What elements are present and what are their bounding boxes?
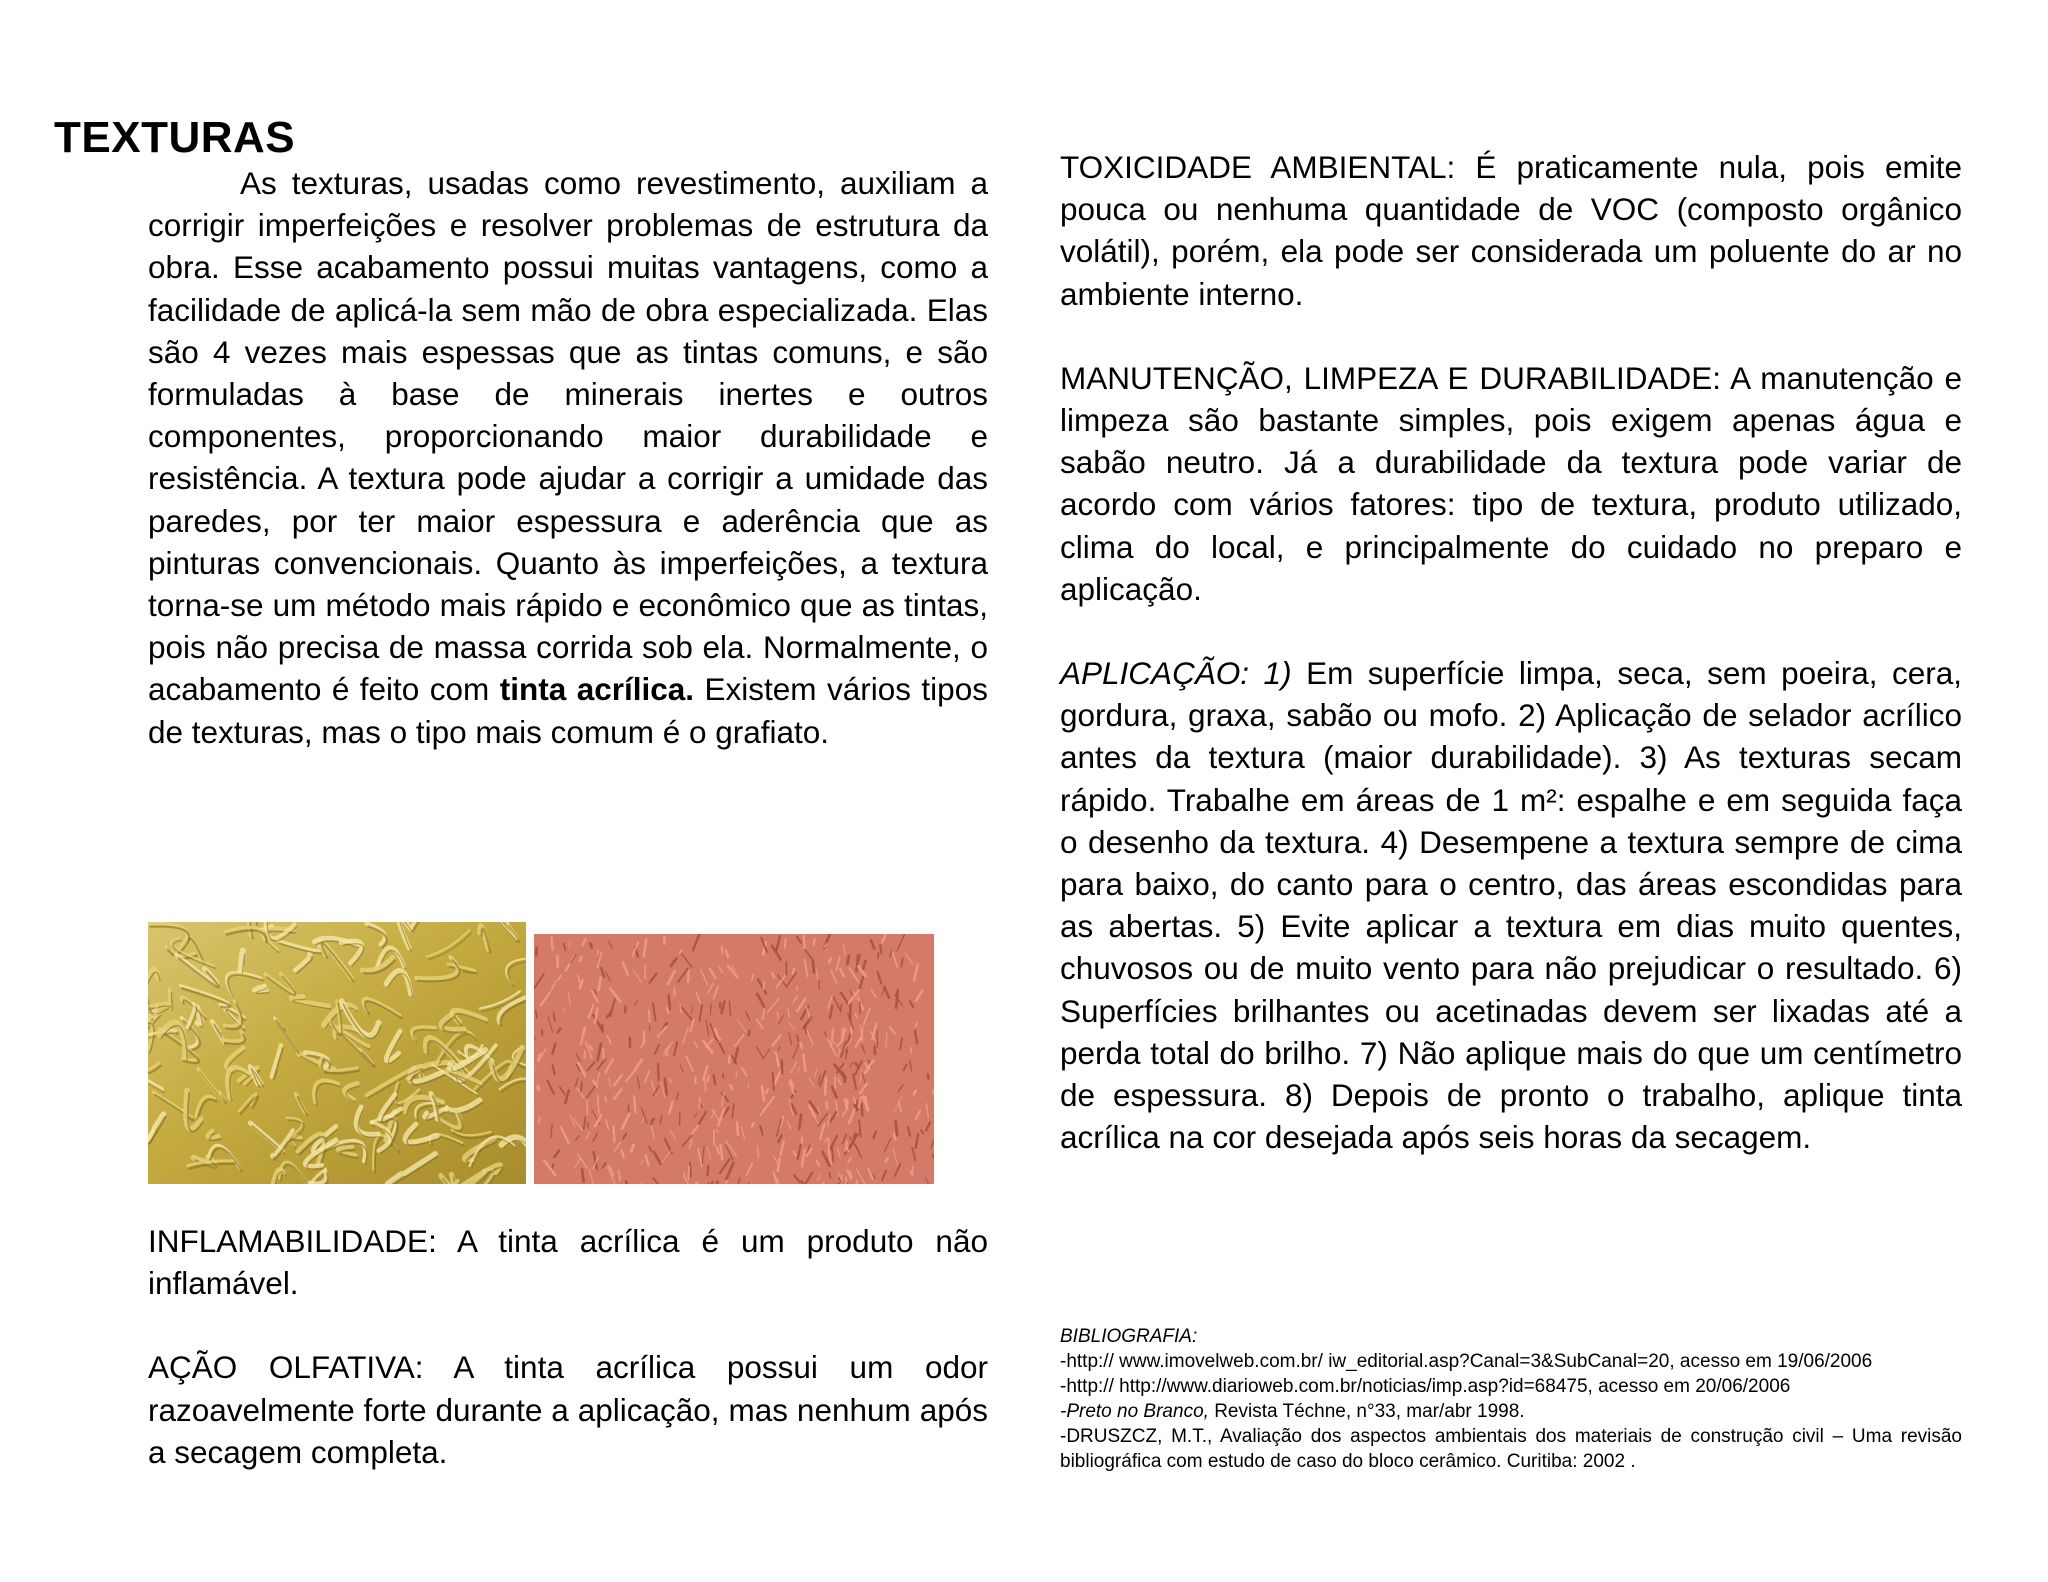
red-texture-stroke [825, 1078, 826, 1094]
bibliography-ref-3-title: -Preto no Branco, [1060, 1401, 1209, 1422]
inflamabilidade-paragraph: INFLAMABILIDADE: A tinta acrílica é um produto não inflamável. [148, 1223, 988, 1302]
red-texture-image [534, 934, 934, 1184]
red-texture-stroke [667, 1008, 668, 1013]
red-texture-stroke [856, 1101, 857, 1111]
red-texture-stroke [710, 1004, 711, 1015]
red-texture-stroke [625, 1007, 626, 1012]
toxicidade-paragraph: TOXICIDADE AMBIENTAL: É praticamente nula, pois emite pouca ou nenhuma quantidade de VOC (composto orgânico volátil), porém, ela pode ser considerada um poluente do ar no ambiente interno. [1060, 149, 1962, 312]
red-texture-stroke [580, 957, 582, 961]
paragraph-gap [1060, 610, 1962, 652]
red-texture-stroke [801, 1043, 802, 1048]
red-texture-stroke [748, 1084, 749, 1088]
intro-text-b: Existem vários tipos de texturas, mas o tipo mais comum é o grafiato. [148, 671, 988, 750]
left-lower-section [148, 1220, 988, 1473]
acao-olfativa-paragraph: AÇÃO OLFATIVA: A tinta acrílica possui um odor razoavelmente forte durante a aplicação, mas nenhum após a secagem completa. [148, 1349, 988, 1470]
red-texture-stroke [856, 955, 857, 972]
red-texture-stroke [793, 968, 794, 973]
red-texture-stroke [763, 982, 764, 989]
red-texture-stroke [847, 956, 848, 964]
red-texture-stroke [846, 1178, 847, 1184]
red-texture-stroke [658, 1064, 659, 1080]
red-texture-stroke [844, 1076, 845, 1082]
red-texture-stroke [557, 956, 558, 966]
red-texture-stroke [804, 936, 805, 949]
red-texture-stroke [896, 1121, 898, 1135]
red-texture-stroke [785, 938, 786, 947]
bibliography-ref-3 [1060, 1399, 1962, 1424]
red-texture-stroke [539, 1118, 540, 1123]
red-texture-stroke [590, 944, 591, 948]
gold-texture-image [148, 922, 526, 1184]
red-texture-stroke [603, 1049, 604, 1060]
red-texture-stroke [805, 1025, 806, 1033]
red-texture-stroke [722, 946, 723, 953]
red-texture-stroke [880, 945, 881, 954]
bibliography-ref-1: -http:// www.imovelweb.com.br/ iw_editorial.asp?Canal=3&SubCanal=20, acesso em 19/06/2006 [1060, 1351, 1873, 1372]
red-texture-stroke [914, 1091, 916, 1095]
red-texture-stroke [680, 1005, 681, 1012]
red-texture-stroke [829, 958, 831, 962]
red-texture-stroke [847, 1147, 849, 1151]
red-texture-stroke [737, 1123, 738, 1135]
red-texture-stroke [605, 1096, 606, 1101]
red-texture-stroke [841, 1005, 842, 1013]
red-texture-stroke [588, 1123, 589, 1129]
red-texture-stroke [819, 981, 820, 990]
red-texture-stroke [582, 1170, 584, 1182]
red-texture-stroke [878, 953, 879, 959]
intro-bold-term: tinta acrílica. [499, 671, 695, 708]
red-texture-stroke [708, 1075, 709, 1082]
red-texture-stroke [584, 1052, 585, 1059]
red-texture-stroke [721, 1145, 723, 1159]
red-texture-stroke [896, 990, 898, 1008]
red-texture-stroke [634, 1097, 635, 1113]
red-texture-stroke [614, 1126, 615, 1142]
red-texture-stroke [829, 1173, 830, 1178]
red-texture-stroke [814, 939, 815, 945]
gold-texture-graphic [148, 922, 526, 1184]
aplicacao-text: Em superfície limpa, seca, sem poeira, cera, gordura, graxa, sabão ou mofo. 2) Aplicação de selador acrílico antes da textura (maior durabilidade). 3) As texturas secam rápido. Trabalhe em áreas de 1 m²: espalhe e em seguida faça o desenho da textura. 4) Desempene a textura sempre de cima para baixo, do canto para o centro, das áreas escondidas para as abertas. 5) Evite aplicar a textura em dias muito quentes, chuvosos ou de muito vento para não prejudicar o resultado. 6) Superfícies brilhantes ou acetinadas devem ser lixadas até a perda total do brilho. 7) Não aplique mais do que um centímetro de espessura. 8) Depois de pronto o trabalho, aplique tinta acrílica na cor desejada após seis horas da secagem. [1060, 655, 1962, 1156]
red-texture-stroke [723, 1074, 724, 1078]
red-texture-stroke [902, 958, 903, 967]
red-texture-stroke [708, 1166, 709, 1174]
red-texture-stroke [569, 941, 570, 948]
red-texture-stroke [813, 962, 814, 973]
right-column [1060, 146, 1962, 1158]
red-texture-stroke [542, 1030, 543, 1035]
bibliography-ref-3-rest: Revista Téchne, n°33, mar/abr 1998. [1208, 1401, 1525, 1422]
red-texture-stroke [749, 1031, 750, 1036]
red-texture-stroke [829, 1138, 830, 1154]
red-texture-stroke [665, 1079, 667, 1095]
paragraph-gap [1060, 315, 1962, 357]
red-texture-stroke [862, 1104, 863, 1115]
intro-paragraph [148, 162, 988, 753]
bibliography-ref-4: -DRUSZCZ, M.T., Avaliação dos aspectos ambientais dos materiais de construção civil – Uma revisão bibliográfica com estudo de caso do bloco cerâmico. Curitiba: 2002 . [1060, 1426, 1962, 1472]
red-texture-stroke [552, 937, 553, 949]
red-texture-graphic [534, 934, 934, 1184]
red-texture-stroke [536, 1011, 537, 1018]
red-texture-stroke [716, 1182, 718, 1184]
red-texture-stroke [777, 1012, 778, 1018]
red-texture-stroke [690, 1163, 691, 1177]
red-texture-stroke [773, 1072, 774, 1089]
left-column [148, 162, 988, 753]
intro-text-a: As texturas, usadas como revestimento, auxiliam a corrigir imperfeições e resolver problemas de estrutura da obra. Esse acabamento possui muitas vantagens, como a facilidade de aplicá-la sem mão de obra especializada. Elas são 4 vezes mais espessas que as tintas comuns, e são formuladas à base de minerais inertes e outros componentes, proporcionando maior durabilidade e resistência. A textura pode ajudar a corrigir a umidade das paredes, por ter maior espessura e aderência que as pinturas convencionais. Quanto às imperfeições, a textura torna-se um método mais rápido e econômico que as tintas, pois não precisa de massa corrida sob ela. Normalmente, o acabamento é feito com [148, 165, 988, 708]
red-texture-stroke [860, 1002, 861, 1013]
aplicacao-paragraph [1060, 652, 1962, 1158]
red-texture-stroke [778, 1159, 780, 1171]
red-texture-stroke [797, 1036, 798, 1041]
manutencao-paragraph: MANUTENÇÃO, LIMPEZA E DURABILIDADE: A manutenção e limpeza são bastante simples, pois exigem apenas água e sabão neutro. Já a durabilidade da textura pode variar de acordo com vários fatores: tipo de textura, produto utilizado, clima do local, e principalmente do cuidado no preparo e aplicação. [1060, 359, 1962, 607]
page-title: TEXTURAS [54, 113, 296, 162]
red-texture-stroke [538, 1086, 539, 1090]
red-texture-stroke [688, 970, 689, 982]
bibliography-heading: BIBLIOGRAFIA: [1060, 1326, 1198, 1347]
bibliography [1060, 1324, 1962, 1474]
red-texture-stroke [854, 1134, 855, 1138]
red-texture-stroke [714, 1075, 715, 1084]
red-texture-stroke [669, 995, 670, 1009]
texture-figures [148, 922, 934, 1184]
red-texture-stroke [928, 1074, 929, 1078]
aplicacao-label: APLICAÇÃO: 1) [1060, 655, 1292, 692]
red-texture-stroke [581, 1082, 582, 1091]
bibliography-ref-2: -http:// http://www.diarioweb.com.br/noticias/imp.asp?id=68475, acesso em 20/06/2006 [1060, 1376, 1791, 1397]
red-texture-stroke [688, 1167, 689, 1180]
red-texture-stroke [894, 1134, 896, 1140]
paragraph-gap [148, 1304, 988, 1346]
